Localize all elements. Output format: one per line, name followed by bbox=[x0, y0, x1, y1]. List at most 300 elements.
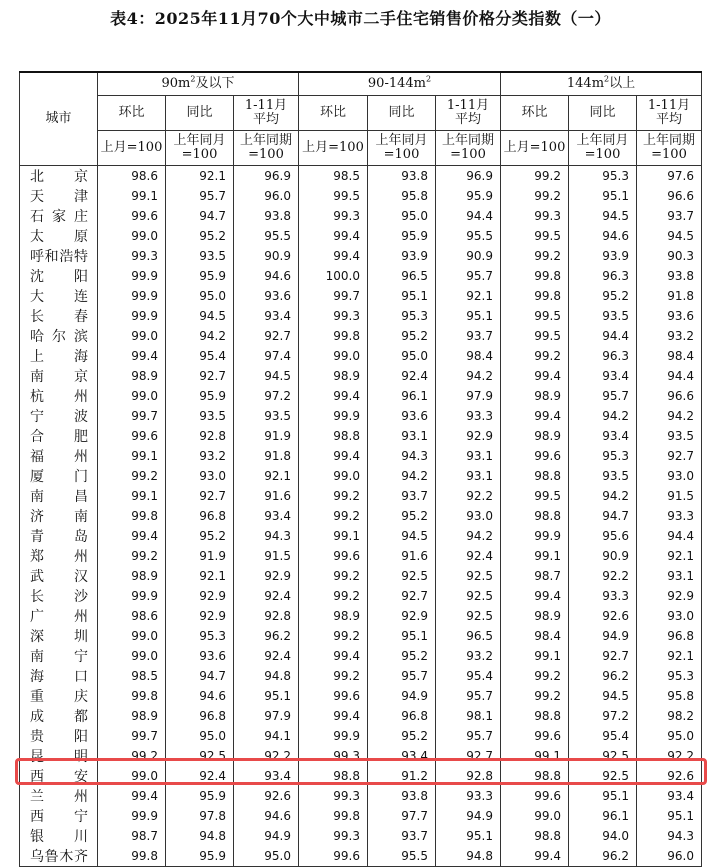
value-cell: 99.1 bbox=[98, 186, 166, 206]
price-index-table bbox=[19, 71, 702, 867]
value-cell: 99.6 bbox=[98, 206, 166, 226]
value-cell: 99.1 bbox=[501, 546, 569, 566]
value-cell: 93.0 bbox=[637, 466, 702, 486]
value-cell: 99.0 bbox=[98, 226, 166, 246]
value-cell: 95.3 bbox=[166, 626, 234, 646]
value-cell: 98.7 bbox=[501, 566, 569, 586]
city-cell bbox=[20, 846, 98, 867]
value-cell: 93.5 bbox=[234, 406, 299, 426]
value-cell: 93.7 bbox=[637, 206, 702, 226]
value-cell: 99.6 bbox=[98, 426, 166, 446]
value-cell: 94.2 bbox=[569, 406, 637, 426]
value-cell: 94.8 bbox=[166, 826, 234, 846]
city-cell bbox=[20, 706, 98, 726]
value-cell: 95.0 bbox=[234, 846, 299, 867]
value-cell: 95.9 bbox=[166, 386, 234, 406]
value-cell: 99.4 bbox=[501, 586, 569, 606]
city-name: 郑 州 bbox=[30, 549, 88, 565]
value-cell: 91.5 bbox=[234, 546, 299, 566]
value-cell: 95.1 bbox=[569, 186, 637, 206]
value-cell: 92.8 bbox=[234, 606, 299, 626]
city-cell bbox=[20, 386, 98, 406]
value-cell: 96.2 bbox=[569, 666, 637, 686]
base-header-year-on-year: 上年同月 =100 bbox=[166, 131, 234, 166]
value-cell: 99.0 bbox=[98, 386, 166, 406]
value-cell: 95.2 bbox=[368, 646, 436, 666]
value-cell: 100.0 bbox=[299, 266, 368, 286]
city-name: 青 岛 bbox=[30, 529, 88, 545]
value-cell: 99.4 bbox=[299, 386, 368, 406]
value-cell: 94.2 bbox=[436, 366, 501, 386]
value-cell: 92.9 bbox=[436, 426, 501, 446]
value-cell: 96.8 bbox=[368, 706, 436, 726]
value-cell: 95.7 bbox=[436, 726, 501, 746]
value-cell: 95.0 bbox=[368, 346, 436, 366]
value-cell: 99.4 bbox=[299, 646, 368, 666]
value-cell: 95.2 bbox=[569, 286, 637, 306]
value-cell: 99.0 bbox=[501, 806, 569, 826]
value-cell: 94.4 bbox=[637, 366, 702, 386]
value-cell: 95.1 bbox=[569, 786, 637, 806]
table-row bbox=[20, 346, 702, 366]
city-cell bbox=[20, 326, 98, 346]
value-cell: 98.9 bbox=[299, 606, 368, 626]
value-cell: 99.2 bbox=[299, 506, 368, 526]
value-cell: 92.7 bbox=[637, 446, 702, 466]
value-cell: 94.2 bbox=[166, 326, 234, 346]
city-cell bbox=[20, 786, 98, 806]
value-cell: 93.8 bbox=[234, 206, 299, 226]
value-cell: 90.9 bbox=[234, 246, 299, 266]
value-cell: 98.9 bbox=[501, 606, 569, 626]
city-cell bbox=[20, 266, 98, 286]
value-cell: 99.2 bbox=[299, 566, 368, 586]
value-cell: 94.2 bbox=[637, 406, 702, 426]
value-cell: 98.5 bbox=[299, 166, 368, 187]
value-cell: 99.2 bbox=[299, 666, 368, 686]
value-cell: 95.5 bbox=[368, 846, 436, 867]
value-cell: 99.0 bbox=[299, 346, 368, 366]
table-row bbox=[20, 586, 702, 606]
city-name: 乌 鲁 木 齐 bbox=[30, 849, 88, 865]
value-cell: 93.9 bbox=[569, 246, 637, 266]
table-row bbox=[20, 626, 702, 646]
value-cell: 93.3 bbox=[637, 506, 702, 526]
value-cell: 94.7 bbox=[569, 506, 637, 526]
column-header-year-on-year: 同比 bbox=[166, 96, 234, 131]
value-cell: 95.1 bbox=[637, 806, 702, 826]
value-cell: 90.3 bbox=[637, 246, 702, 266]
value-cell: 98.4 bbox=[637, 346, 702, 366]
base-header-year-on-year: 上年同月 =100 bbox=[569, 131, 637, 166]
value-cell: 94.8 bbox=[234, 666, 299, 686]
base-header-period-average: 上年同期 =100 bbox=[436, 131, 501, 166]
value-cell: 92.9 bbox=[234, 566, 299, 586]
value-cell: 92.5 bbox=[569, 746, 637, 766]
value-cell: 98.7 bbox=[98, 826, 166, 846]
value-cell: 95.4 bbox=[166, 346, 234, 366]
value-cell: 93.1 bbox=[637, 566, 702, 586]
value-cell: 93.6 bbox=[637, 306, 702, 326]
value-cell: 98.9 bbox=[501, 426, 569, 446]
value-cell: 99.2 bbox=[501, 186, 569, 206]
value-cell: 99.2 bbox=[501, 346, 569, 366]
city-cell bbox=[20, 406, 98, 426]
value-cell: 92.1 bbox=[637, 646, 702, 666]
value-cell: 96.2 bbox=[569, 846, 637, 867]
value-cell: 97.8 bbox=[166, 806, 234, 826]
table-row bbox=[20, 566, 702, 586]
value-cell: 92.5 bbox=[436, 586, 501, 606]
value-cell: 94.4 bbox=[569, 326, 637, 346]
city-name: 深 圳 bbox=[30, 629, 88, 645]
table-row bbox=[20, 166, 702, 187]
table-row bbox=[20, 206, 702, 226]
city-name: 上 海 bbox=[30, 349, 88, 365]
value-cell: 92.7 bbox=[166, 486, 234, 506]
value-cell: 95.3 bbox=[569, 166, 637, 187]
value-cell: 92.4 bbox=[234, 646, 299, 666]
value-cell: 93.3 bbox=[569, 586, 637, 606]
table-row bbox=[20, 366, 702, 386]
value-cell: 99.3 bbox=[299, 306, 368, 326]
table-row bbox=[20, 266, 702, 286]
value-cell: 99.4 bbox=[98, 526, 166, 546]
city-cell bbox=[20, 226, 98, 246]
city-name: 银 川 bbox=[30, 829, 88, 845]
city-name: 兰 州 bbox=[30, 789, 88, 805]
table-row bbox=[20, 766, 702, 786]
value-cell: 93.1 bbox=[436, 446, 501, 466]
value-cell: 94.2 bbox=[569, 486, 637, 506]
value-cell: 94.5 bbox=[637, 226, 702, 246]
value-cell: 92.9 bbox=[166, 586, 234, 606]
value-cell: 93.8 bbox=[368, 166, 436, 187]
city-name: 哈 尔 滨 bbox=[30, 329, 88, 345]
base-header-month-on-month: 上月=100 bbox=[501, 131, 569, 166]
table-header bbox=[20, 72, 702, 166]
value-cell: 96.8 bbox=[637, 626, 702, 646]
value-cell: 99.3 bbox=[299, 786, 368, 806]
value-cell: 93.9 bbox=[368, 246, 436, 266]
table-row bbox=[20, 506, 702, 526]
value-cell: 93.5 bbox=[569, 466, 637, 486]
value-cell: 94.4 bbox=[637, 526, 702, 546]
value-cell: 99.2 bbox=[501, 246, 569, 266]
city-name: 昆 明 bbox=[30, 749, 88, 765]
value-cell: 95.1 bbox=[234, 686, 299, 706]
value-cell: 99.3 bbox=[299, 206, 368, 226]
value-cell: 99.2 bbox=[299, 626, 368, 646]
value-cell: 96.3 bbox=[569, 346, 637, 366]
value-cell: 93.6 bbox=[234, 286, 299, 306]
value-cell: 92.4 bbox=[166, 766, 234, 786]
city-name: 海 口 bbox=[30, 669, 88, 685]
column-header-month-on-month: 环比 bbox=[98, 96, 166, 131]
value-cell: 96.0 bbox=[637, 846, 702, 867]
value-cell: 94.4 bbox=[436, 206, 501, 226]
city-cell bbox=[20, 726, 98, 746]
value-cell: 94.7 bbox=[166, 206, 234, 226]
table-row bbox=[20, 806, 702, 826]
city-cell bbox=[20, 346, 98, 366]
value-cell: 95.7 bbox=[166, 186, 234, 206]
value-cell: 99.5 bbox=[501, 326, 569, 346]
city-name: 大 连 bbox=[30, 289, 88, 305]
value-cell: 93.5 bbox=[637, 426, 702, 446]
value-cell: 98.2 bbox=[637, 706, 702, 726]
city-name: 合 肥 bbox=[30, 429, 88, 445]
value-cell: 92.6 bbox=[569, 606, 637, 626]
table-row bbox=[20, 826, 702, 846]
value-cell: 93.2 bbox=[637, 326, 702, 346]
value-cell: 94.0 bbox=[569, 826, 637, 846]
value-cell: 93.5 bbox=[166, 406, 234, 426]
value-cell: 93.5 bbox=[569, 306, 637, 326]
value-cell: 92.1 bbox=[637, 546, 702, 566]
base-header-month-on-month: 上月=100 bbox=[299, 131, 368, 166]
value-cell: 94.1 bbox=[234, 726, 299, 746]
value-cell: 99.2 bbox=[501, 666, 569, 686]
value-cell: 92.5 bbox=[368, 566, 436, 586]
value-cell: 94.9 bbox=[234, 826, 299, 846]
table-row bbox=[20, 226, 702, 246]
column-header-month-on-month: 环比 bbox=[501, 96, 569, 131]
value-cell: 99.3 bbox=[501, 206, 569, 226]
value-cell: 98.5 bbox=[98, 666, 166, 686]
city-cell bbox=[20, 686, 98, 706]
base-header-row bbox=[20, 131, 702, 166]
city-name: 福 州 bbox=[30, 449, 88, 465]
value-cell: 98.8 bbox=[501, 466, 569, 486]
value-cell: 94.6 bbox=[234, 266, 299, 286]
value-cell: 95.2 bbox=[368, 506, 436, 526]
value-cell: 95.1 bbox=[368, 626, 436, 646]
value-cell: 97.4 bbox=[234, 346, 299, 366]
value-cell: 93.4 bbox=[234, 306, 299, 326]
value-cell: 95.0 bbox=[637, 726, 702, 746]
value-cell: 99.3 bbox=[299, 746, 368, 766]
value-cell: 98.9 bbox=[98, 366, 166, 386]
value-cell: 97.9 bbox=[234, 706, 299, 726]
value-cell: 97.2 bbox=[569, 706, 637, 726]
value-cell: 92.5 bbox=[436, 606, 501, 626]
value-cell: 92.8 bbox=[166, 426, 234, 446]
value-cell: 94.2 bbox=[436, 526, 501, 546]
value-cell: 99.8 bbox=[299, 326, 368, 346]
table-row bbox=[20, 426, 702, 446]
value-cell: 99.9 bbox=[501, 526, 569, 546]
value-cell: 94.8 bbox=[436, 846, 501, 867]
value-cell: 93.5 bbox=[166, 246, 234, 266]
value-cell: 99.6 bbox=[501, 446, 569, 466]
value-cell: 95.2 bbox=[368, 726, 436, 746]
value-cell: 93.0 bbox=[637, 606, 702, 626]
value-cell: 93.4 bbox=[569, 426, 637, 446]
table-row bbox=[20, 706, 702, 726]
value-cell: 99.5 bbox=[501, 226, 569, 246]
value-cell: 96.9 bbox=[436, 166, 501, 187]
value-cell: 99.8 bbox=[501, 286, 569, 306]
value-cell: 92.6 bbox=[637, 766, 702, 786]
value-cell: 94.6 bbox=[569, 226, 637, 246]
value-cell: 95.4 bbox=[569, 726, 637, 746]
value-cell: 92.7 bbox=[368, 586, 436, 606]
value-cell: 95.1 bbox=[368, 286, 436, 306]
table-row bbox=[20, 526, 702, 546]
value-cell: 95.8 bbox=[637, 686, 702, 706]
value-cell: 90.9 bbox=[436, 246, 501, 266]
value-cell: 98.8 bbox=[501, 506, 569, 526]
value-cell: 99.4 bbox=[98, 346, 166, 366]
value-cell: 95.7 bbox=[368, 666, 436, 686]
value-cell: 99.4 bbox=[299, 446, 368, 466]
table-row bbox=[20, 446, 702, 466]
value-cell: 92.2 bbox=[234, 746, 299, 766]
value-cell: 94.3 bbox=[368, 446, 436, 466]
value-cell: 96.6 bbox=[637, 386, 702, 406]
city-name: 广 州 bbox=[30, 609, 88, 625]
value-cell: 95.3 bbox=[368, 306, 436, 326]
value-cell: 99.1 bbox=[98, 446, 166, 466]
value-cell: 93.7 bbox=[436, 326, 501, 346]
value-cell: 92.9 bbox=[166, 606, 234, 626]
value-cell: 95.3 bbox=[569, 446, 637, 466]
value-cell: 95.9 bbox=[166, 846, 234, 867]
table-row bbox=[20, 646, 702, 666]
value-cell: 95.8 bbox=[368, 186, 436, 206]
value-cell: 92.4 bbox=[368, 366, 436, 386]
value-cell: 95.4 bbox=[436, 666, 501, 686]
city-name: 南 昌 bbox=[30, 489, 88, 505]
value-cell: 98.8 bbox=[501, 766, 569, 786]
value-cell: 93.2 bbox=[436, 646, 501, 666]
value-cell: 99.6 bbox=[501, 726, 569, 746]
table-row bbox=[20, 686, 702, 706]
city-cell bbox=[20, 466, 98, 486]
value-cell: 94.3 bbox=[234, 526, 299, 546]
value-cell: 99.7 bbox=[98, 406, 166, 426]
value-cell: 99.9 bbox=[299, 726, 368, 746]
value-cell: 96.5 bbox=[436, 626, 501, 646]
city-cell bbox=[20, 826, 98, 846]
table-row bbox=[20, 606, 702, 626]
city-column-header: 城市 bbox=[20, 72, 98, 166]
city-cell bbox=[20, 626, 98, 646]
value-cell: 99.7 bbox=[299, 286, 368, 306]
value-cell: 94.9 bbox=[569, 626, 637, 646]
value-cell: 95.0 bbox=[166, 726, 234, 746]
city-name: 北 京 bbox=[30, 169, 88, 185]
value-cell: 94.5 bbox=[166, 306, 234, 326]
value-cell: 92.8 bbox=[436, 766, 501, 786]
value-cell: 97.9 bbox=[436, 386, 501, 406]
value-cell: 92.7 bbox=[436, 746, 501, 766]
value-cell: 95.2 bbox=[166, 526, 234, 546]
value-cell: 93.4 bbox=[234, 506, 299, 526]
table-row bbox=[20, 666, 702, 686]
value-cell: 94.5 bbox=[569, 686, 637, 706]
value-cell: 96.6 bbox=[637, 186, 702, 206]
city-cell bbox=[20, 766, 98, 786]
value-cell: 91.6 bbox=[368, 546, 436, 566]
city-name: 石 家 庄 bbox=[30, 209, 88, 225]
city-cell bbox=[20, 606, 98, 626]
value-cell: 91.8 bbox=[637, 286, 702, 306]
value-cell: 99.8 bbox=[501, 266, 569, 286]
value-cell: 99.4 bbox=[501, 366, 569, 386]
value-cell: 99.4 bbox=[299, 246, 368, 266]
table-row bbox=[20, 466, 702, 486]
value-cell: 99.9 bbox=[98, 306, 166, 326]
column-header-period-average: 1-11月 平均 bbox=[234, 96, 299, 131]
value-cell: 93.0 bbox=[436, 506, 501, 526]
city-cell bbox=[20, 186, 98, 206]
value-cell: 96.3 bbox=[569, 266, 637, 286]
value-cell: 95.9 bbox=[368, 226, 436, 246]
table-body bbox=[20, 166, 702, 867]
value-cell: 99.4 bbox=[299, 226, 368, 246]
value-cell: 92.2 bbox=[569, 566, 637, 586]
table-row bbox=[20, 326, 702, 346]
value-cell: 99.2 bbox=[299, 586, 368, 606]
group-header-small: $90m^2$及以下 bbox=[98, 72, 299, 96]
value-cell: 99.1 bbox=[299, 526, 368, 546]
value-cell: 99.8 bbox=[98, 686, 166, 706]
value-cell: 92.1 bbox=[166, 566, 234, 586]
value-cell: 92.6 bbox=[234, 786, 299, 806]
city-name: 贵 阳 bbox=[30, 729, 88, 745]
table-row bbox=[20, 186, 702, 206]
city-name: 武 汉 bbox=[30, 569, 88, 585]
value-cell: 94.5 bbox=[569, 206, 637, 226]
value-cell: 98.9 bbox=[98, 566, 166, 586]
city-cell bbox=[20, 446, 98, 466]
column-header-period-average: 1-11月 平均 bbox=[436, 96, 501, 131]
value-cell: 91.6 bbox=[234, 486, 299, 506]
value-cell: 92.2 bbox=[436, 486, 501, 506]
value-cell: 99.2 bbox=[98, 466, 166, 486]
value-cell: 99.1 bbox=[501, 646, 569, 666]
value-cell: 90.9 bbox=[569, 546, 637, 566]
city-name: 宁 波 bbox=[30, 409, 88, 425]
value-cell: 95.7 bbox=[436, 266, 501, 286]
value-cell: 99.5 bbox=[501, 486, 569, 506]
value-cell: 93.2 bbox=[166, 446, 234, 466]
value-cell: 97.7 bbox=[368, 806, 436, 826]
value-cell: 94.5 bbox=[368, 526, 436, 546]
table-title: 表4：2025年11月70个大中城市二手住宅销售价格分类指数（一） bbox=[110, 9, 611, 28]
city-cell bbox=[20, 166, 98, 187]
table-row bbox=[20, 726, 702, 746]
city-name: 沈 阳 bbox=[30, 269, 88, 285]
base-header-period-average: 上年同期 =100 bbox=[234, 131, 299, 166]
base-header-month-on-month: 上月=100 bbox=[98, 131, 166, 166]
city-cell bbox=[20, 566, 98, 586]
column-header-year-on-year: 同比 bbox=[569, 96, 637, 131]
value-cell: 91.9 bbox=[166, 546, 234, 566]
value-cell: 99.9 bbox=[299, 406, 368, 426]
value-cell: 97.2 bbox=[234, 386, 299, 406]
column-header-row bbox=[20, 96, 702, 131]
value-cell: 95.5 bbox=[436, 226, 501, 246]
city-cell bbox=[20, 246, 98, 266]
table-row bbox=[20, 306, 702, 326]
value-cell: 99.1 bbox=[501, 746, 569, 766]
city-cell bbox=[20, 746, 98, 766]
group-header-medium: $90-144m^2$ bbox=[299, 72, 501, 96]
value-cell: 93.7 bbox=[368, 486, 436, 506]
